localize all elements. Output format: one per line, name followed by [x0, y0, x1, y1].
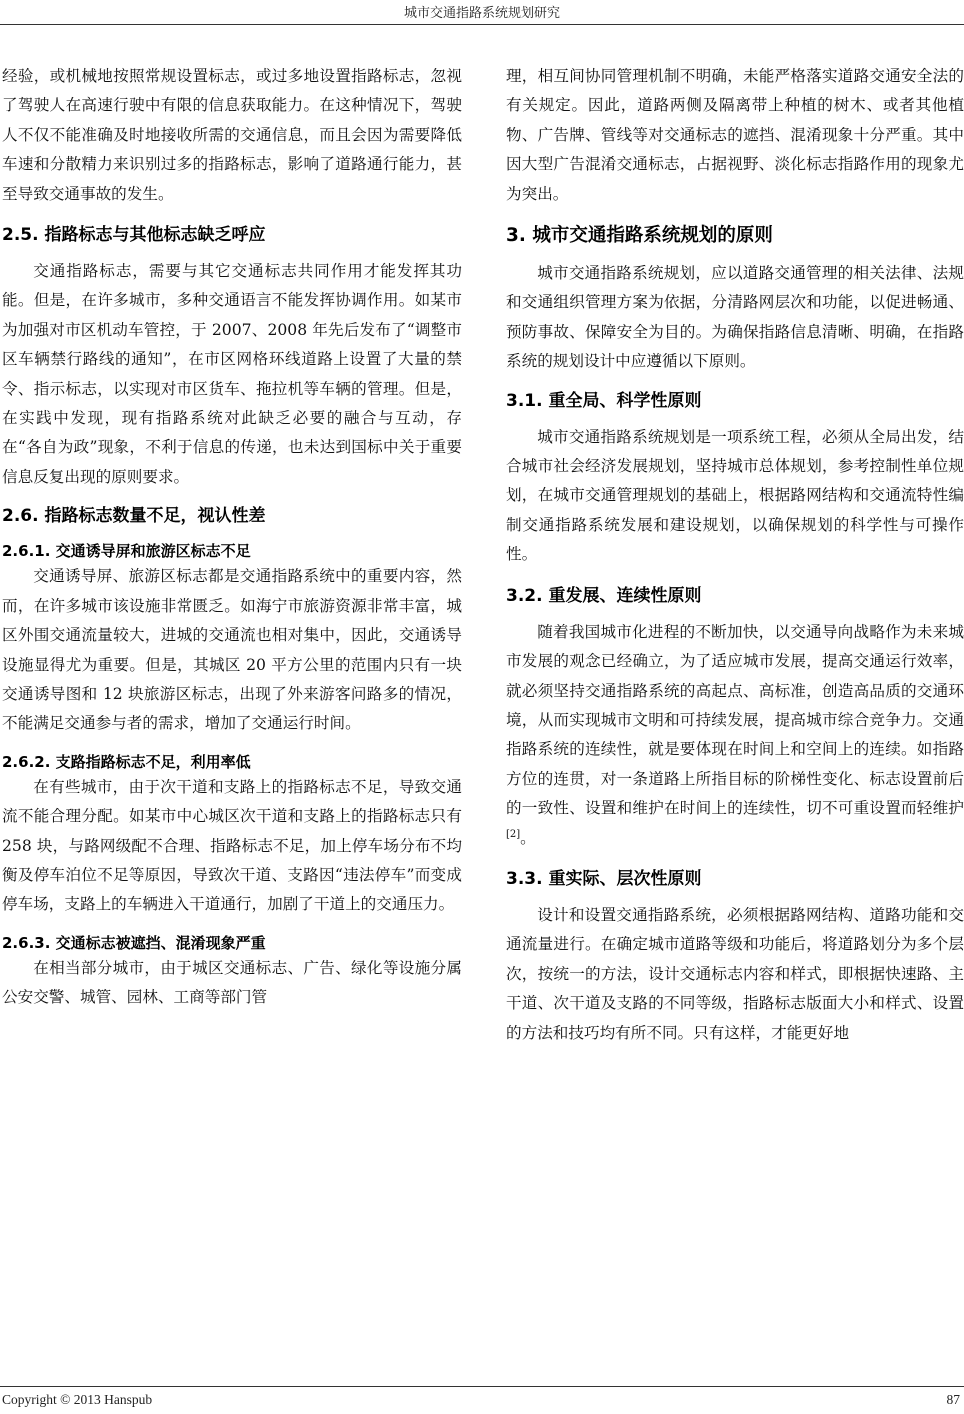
paragraph-3: 城市交通指路系统规划，应以道路交通管理的相关法律、法规和交通组织管理方案为依据，分清路网层次和功能，以促进畅通、预防事故、保障安全为目的。为确保指路信息清晰、明确，在指路系统的规划设计中应遵循以下原则。 [506, 264, 964, 371]
paragraph-3-2-end: 。 [520, 828, 536, 847]
section-heading-2-6: 2.6. 指路标志数量不足，视认性差 [2, 506, 266, 527]
paragraph-continued-right: 理，相互间协同管理机制不明确，未能严格落实道路交通安全法的有关规定。因此，道路两侧及隔离带上种植的树木、或者其他植物、广告牌、管线等对交通标志的遮挡、混淆现象十分严重。其中因大型广告混淆交通标志，占据视野、淡化标志指路作用的现象尤为突出。 [506, 67, 964, 203]
paragraph-2-6-1: 交通诱导屏、旅游区标志都是交通指路系统中的重要内容，然而，在许多城市该设施非常匮乏。如海宁市旅游资源非常丰富，城区外围交通流量较大，进城的交通流也相对集中，因此，交通诱导设施显得尤为重要。但是，其城区 20 平方公里的范围内只有一块交通诱导图和 12 块旅游区标志，出现了外来游客问路多的情况，不能满足交通参与者的需求，增加了交通运行时间。 [2, 567, 462, 733]
section-heading-3-1: 3.1. 重全局、科学性原则 [506, 390, 702, 411]
page-number: 87 [946, 1392, 960, 1407]
section-heading-2-6-2: 2.6.2. 支路指路标志不足，利用率低 [2, 752, 251, 771]
paragraph-2-6-2: 在有些城市，由于次干道和支路上的指路标志不足，导致交通流不能合理分配。如某市中心城区次干道和支路上的指路标志只有 258 块，与路网级配不合理、指路标志不足，加上停车场分布不均衡及停车泊位不足等原因，导致次干道、支路因“违法停车”而变成停车场，支路上的车辆进入干道通行，加剧了干道上的交通压力。 [2, 777, 462, 914]
copyright-notice: Copyright © 2013 Hanspub [2, 1392, 153, 1407]
paragraph-3-1: 城市交通指路系统规划是一项系统工程，必须从全局出发，结合城市社会经济发展规划，坚持城市总体规划，参考控制性单位规划，在城市交通管理规划的基础上，根据路网结构和交通流特性编制交通指路系统发展和建设规划，以确保规划的科学性与可操作性。 [506, 427, 964, 564]
paragraph-3-2-text: 随着我国城市化进程的不断加快，以交通导向战略作为未来城市发展的观念已经确立，为了适应城市发展，提高交通运行效率，就必须坚持交通指路系统的高起点、高标准，创造高品质的交通环境，从而实现城市文明和可持续发展，提高城市综合竞争力。交通指路系统的连续性，就是要体现在时间上和空间上的连续。如指路方位的连贯，对一条道路上所指目标的阶梯性变化、标志设置前后的一致性、设置和维护在时间上的连续性，切不可重设置而轻维护 [506, 622, 964, 818]
right-column [506, 62, 964, 1048]
section-heading-3-2: 3.2. 重发展、连续性原则 [506, 585, 702, 606]
section-heading-3: 3. 城市交通指路系统规划的原则 [506, 225, 773, 247]
paragraph-3-2 [506, 618, 964, 853]
section-heading-3-3: 3.3. 重实际、层次性原则 [506, 868, 702, 889]
section-heading-2-6-3: 2.6.3. 交通标志被遮挡、混淆现象严重 [2, 933, 266, 952]
section-heading-2-6-1: 2.6.1. 交通诱导屏和旅游区标志不足 [2, 542, 251, 561]
footer-rule [0, 1386, 964, 1387]
paragraph-2-5: 交通指路标志，需要与其它交通标志共同作用才能发挥其功能。但是，在许多城市，多种交通语言不能发挥协调作用。如某市为加强对市区机动车管控，于 2007、2008 年先后发布了“调整市区车辆禁行路线的通知”，在市区网格环线道路上设置了大量的禁令、指示标志，以实现对市区货车、拖拉机等车辆的管理。但是，在实践中发现，现有指路系统对此缺乏必要的融合与互动，存在“各自为政”现象，不利于信息的传递，也未达到国标中关于重要信息反复出现的原则要求。 [2, 262, 462, 486]
citation-ref: [2] [506, 828, 521, 840]
running-title: 城市交通指路系统规划研究 [403, 6, 560, 21]
paragraph-3-3: 设计和设置交通指路系统，必须根据路网结构、道路功能和交通流量进行。在确定城市道路等级和功能后，将道路划分为多个层次，按统一的方法，设计交通标志内容和样式，即根据快速路、主干道、次干道及支路的不同等级，指路标志版面大小和样式、设置的方法和技巧均有所不同。只有这样，才能更好地 [506, 905, 964, 1042]
left-column [2, 62, 462, 1013]
paragraph-continued: 经验，或机械地按照常规设置标志，或过多地设置指路标志，忽视了驾驶人在高速行驶中有限的信息获取能力。在这种情况下，驾驶人不仅不能准确及时地接收所需的交通信息，而且会因为需要降低车速和分散精力来识别过多的指路标志，影响了道路通行能力，甚至导致交通事故的发生。 [2, 67, 462, 203]
paragraph-2-6-3: 在相当部分城市，由于城区交通标志、广告、绿化等设施分属公安交警、城管、园林、工商等部门管 [2, 958, 462, 1007]
section-heading-2-5: 2.5. 指路标志与其他标志缺乏呼应 [2, 225, 266, 246]
header-rule [0, 24, 964, 25]
